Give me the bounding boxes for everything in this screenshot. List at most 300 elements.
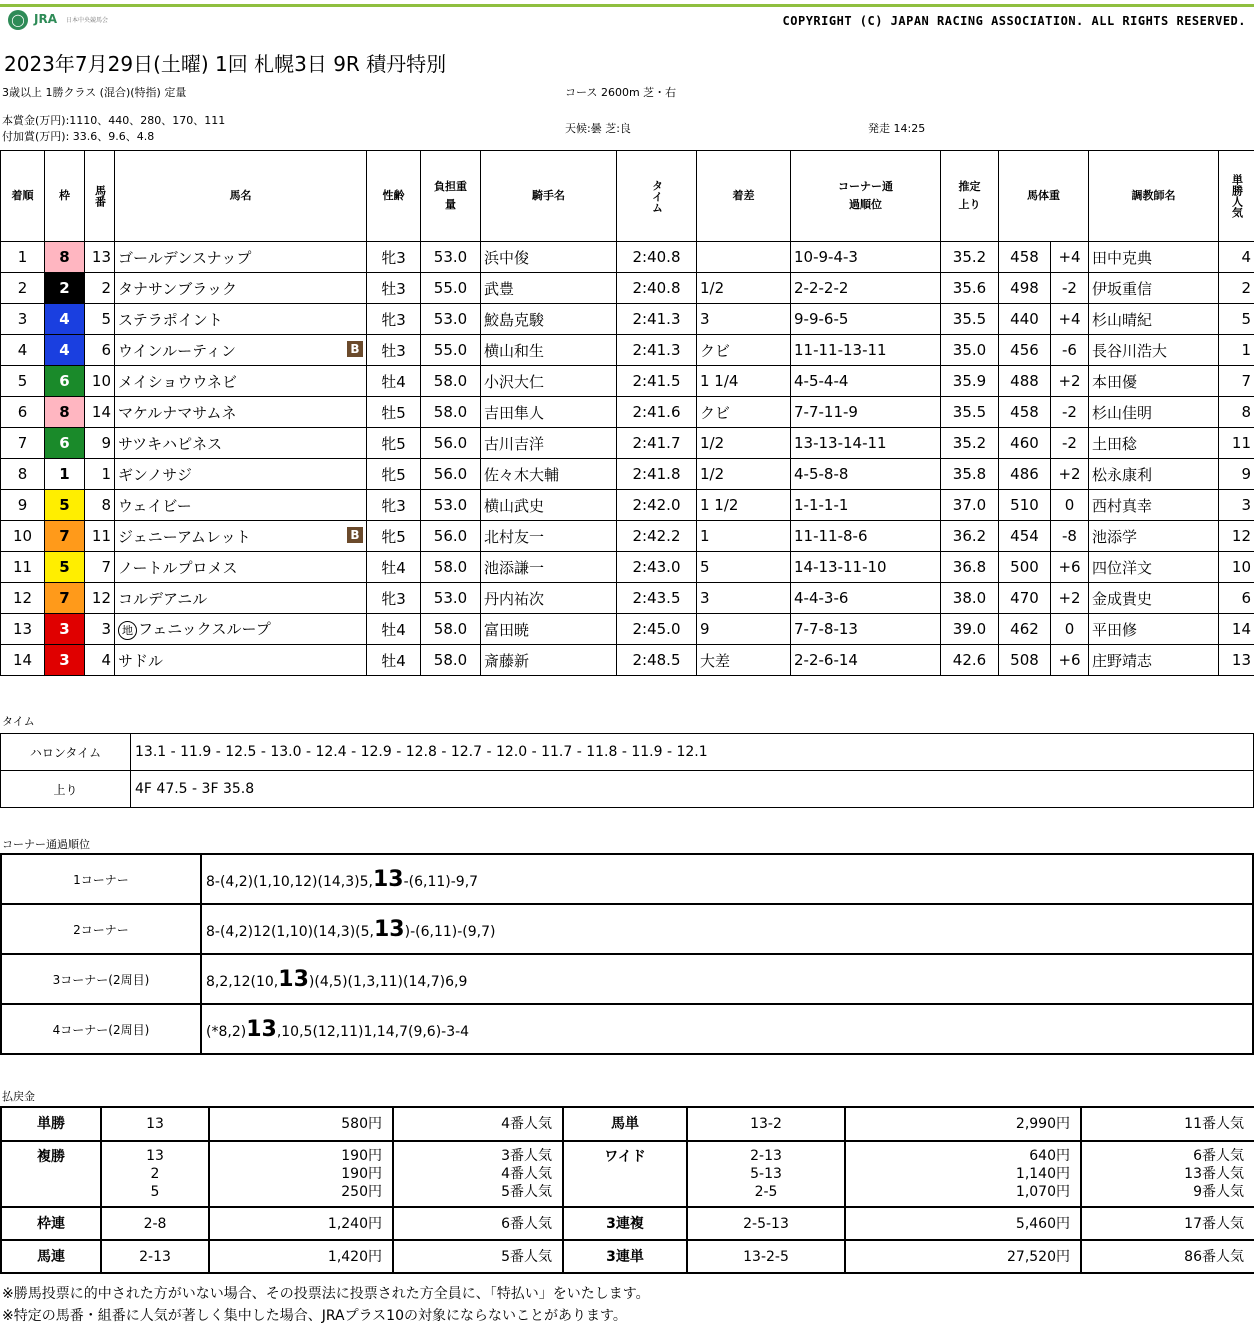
sanrentan-pop: 86番人気: [1081, 1240, 1254, 1273]
body-weight-cell: 456: [999, 335, 1051, 366]
rank-cell: 6: [1, 397, 45, 428]
corners-cell: 10-9-4-3: [791, 242, 941, 273]
corner-label: 2コーナー: [1, 904, 201, 954]
wakuren-yen: 1,240円: [209, 1207, 393, 1240]
jockey-link[interactable]: 鮫島克駿: [484, 310, 545, 329]
weight-carried-cell: 56.0: [421, 521, 481, 552]
col-jockey: 騎手名: [481, 151, 617, 242]
col-trainer: 調教師名: [1089, 151, 1219, 242]
horse-name-cell: [115, 428, 367, 459]
jockey-link[interactable]: 池添謙一: [484, 558, 545, 577]
trainer-link[interactable]: 四位洋文: [1092, 558, 1153, 577]
start-time: 発走 14:25: [868, 122, 926, 135]
local-horse-badge: 地: [118, 621, 137, 640]
col-popularity: 単勝人気: [1219, 151, 1254, 242]
horse-number-cell: 10: [85, 366, 115, 397]
body-weight-cell: 508: [999, 645, 1051, 676]
rank-cell: 5: [1, 366, 45, 397]
body-weight-diff-cell: +2: [1051, 366, 1089, 397]
weight-carried-cell: 56.0: [421, 459, 481, 490]
fukusho-label: 複勝: [1, 1141, 101, 1207]
margin-cell: 1: [697, 521, 791, 552]
waku-cell: 4: [45, 335, 85, 366]
top-divider: [0, 4, 1254, 7]
fukusho-pop: 3番人気: [501, 1148, 552, 1164]
payout-row: [1, 1240, 1254, 1273]
sanrentan-label: 3連単: [563, 1240, 687, 1273]
sex-age-cell: 牝3: [367, 304, 421, 335]
col-waku: 枠: [45, 151, 85, 242]
umatan-pop: 11番人気: [1081, 1107, 1254, 1141]
horse-name-cell: [115, 459, 367, 490]
body-weight-diff-cell: -2: [1051, 397, 1089, 428]
result-row: [1, 366, 1254, 397]
logo-subtitle: 日本中央競馬会: [66, 17, 109, 24]
body-weight-cell: 500: [999, 552, 1051, 583]
sex-age-cell: 牡4: [367, 645, 421, 676]
rank-cell: 2: [1, 273, 45, 304]
rank-cell: 1: [1, 242, 45, 273]
time-cell: 2:41.8: [617, 459, 697, 490]
body-weight-diff-cell: 0: [1051, 490, 1089, 521]
time-cell: 2:45.0: [617, 614, 697, 645]
jockey-cell: [481, 459, 617, 490]
trainer-cell: [1089, 614, 1219, 645]
waku-cell: 5: [45, 552, 85, 583]
weather-track: 天候:曇 芝:良: [565, 122, 631, 135]
body-weight-diff-cell: +6: [1051, 645, 1089, 676]
weight-carried-cell: 58.0: [421, 366, 481, 397]
horse-name-cell: [115, 614, 367, 645]
jockey-cell: [481, 645, 617, 676]
fukusho-num: 2: [150, 1166, 160, 1182]
horse-number-cell: 11: [85, 521, 115, 552]
fukusho-yen: 190円: [341, 1148, 382, 1164]
body-weight-diff-cell: -6: [1051, 335, 1089, 366]
corner-row: [1, 904, 1253, 954]
waku-cell: 7: [45, 521, 85, 552]
margin-cell: クビ: [697, 335, 791, 366]
popularity-cell: 2: [1219, 273, 1254, 304]
corners-cell: 1-1-1-1: [791, 490, 941, 521]
jockey-link[interactable]: 佐々木大輔: [484, 465, 560, 484]
trainer-cell: [1089, 273, 1219, 304]
note-special-payout: ※勝馬投票に的中された方がいない場合、その投票法に投票された方全員に、「特払い」をいたします。: [2, 1286, 650, 1302]
body-weight-diff-cell: +2: [1051, 459, 1089, 490]
corner-order-text: )(4,5)(1,3,11)(14,7)6,9: [308, 973, 468, 990]
result-row: [1, 242, 1254, 273]
agari-row: [1, 771, 1254, 808]
sex-age-cell: 牡4: [367, 614, 421, 645]
corner-order-text: 8-(4,2)12(1,10)(14,3)(5,: [206, 923, 374, 940]
horse-name-cell: [115, 645, 367, 676]
last-3f-cell: 36.8: [941, 552, 999, 583]
corner-table: [0, 853, 1254, 1055]
waku-cell: 5: [45, 490, 85, 521]
waku-cell: 6: [45, 366, 85, 397]
logo-text[interactable]: JRA: [34, 12, 57, 26]
corner-label: 4コーナー(2周目): [1, 1004, 201, 1054]
time-cell: 2:41.3: [617, 335, 697, 366]
margin-cell: クビ: [697, 397, 791, 428]
horse-name-link[interactable]: メイショウウネビ: [118, 372, 237, 391]
last-3f-cell: 35.2: [941, 242, 999, 273]
weight-carried-cell: 58.0: [421, 614, 481, 645]
winner-highlight: 13: [372, 866, 404, 892]
corner-row: [1, 854, 1253, 904]
trainer-link[interactable]: 西村真幸: [1092, 496, 1153, 515]
horse-name-cell: [115, 304, 367, 335]
horse-name-link[interactable]: ギンノサジ: [118, 465, 192, 484]
prize-money: 本賞金(万円):1110、440、280、170、111: [2, 114, 226, 127]
corners-cell: 7-7-11-9: [791, 397, 941, 428]
last-3f-cell: 38.0: [941, 583, 999, 614]
waku-cell: 2: [45, 273, 85, 304]
corners-cell: 4-5-8-8: [791, 459, 941, 490]
last-3f-cell: 35.2: [941, 428, 999, 459]
margin-cell: 3: [697, 304, 791, 335]
horse-name-cell: [115, 242, 367, 273]
jockey-link[interactable]: 北村友一: [484, 527, 545, 546]
tansho-yen: 580円: [209, 1107, 393, 1141]
blinker-badge: B: [347, 341, 363, 357]
trainer-cell: [1089, 521, 1219, 552]
trainer-link[interactable]: 松永康利: [1092, 465, 1153, 484]
jockey-link[interactable]: 横山武史: [484, 496, 545, 515]
corner-row: [1, 1004, 1253, 1054]
margin-cell: 1/2: [697, 273, 791, 304]
race-conditions: 3歳以上 1勝クラス (混合)(特指) 定量: [2, 86, 187, 99]
trainer-link[interactable]: 本田優: [1092, 372, 1138, 391]
margin-cell: 大差: [697, 645, 791, 676]
halon-label: ハロンタイム: [1, 734, 131, 771]
corner-order-text: (*8,2): [206, 1023, 247, 1040]
last-3f-cell: 37.0: [941, 490, 999, 521]
last-3f-cell: 42.6: [941, 645, 999, 676]
trainer-cell: [1089, 583, 1219, 614]
popularity-cell: 14: [1219, 614, 1254, 645]
wide-yens: [845, 1141, 1081, 1207]
umatan-num: 13-2: [687, 1107, 845, 1141]
results-table: [0, 150, 1254, 676]
time-cell: 2:41.7: [617, 428, 697, 459]
time-cell: 2:40.8: [617, 242, 697, 273]
sanrenpuku-num: 2-5-13: [687, 1207, 845, 1240]
trainer-link[interactable]: 杉山晴紀: [1092, 310, 1153, 329]
trainer-link[interactable]: 平田修: [1092, 620, 1138, 639]
wide-num: 5-13: [750, 1166, 782, 1182]
col-time: タイム: [617, 151, 697, 242]
weight-carried-cell: 58.0: [421, 397, 481, 428]
trainer-link[interactable]: 杉山佳明: [1092, 403, 1153, 422]
trainer-cell: [1089, 335, 1219, 366]
umaren-pop: 5番人気: [393, 1240, 563, 1273]
time-section-label: タイム: [2, 715, 35, 728]
wide-num: 2-13: [750, 1148, 782, 1164]
time-cell: 2:43.0: [617, 552, 697, 583]
waku-cell: 4: [45, 304, 85, 335]
result-row: [1, 335, 1254, 366]
body-weight-cell: 488: [999, 366, 1051, 397]
popularity-cell: 11: [1219, 428, 1254, 459]
result-row: [1, 521, 1254, 552]
wide-nums: [687, 1141, 845, 1207]
tansho-pop: 4番人気: [393, 1107, 563, 1141]
horse-number-cell: 6: [85, 335, 115, 366]
corner-row: [1, 954, 1253, 1004]
horse-number-cell: 12: [85, 583, 115, 614]
jockey-link[interactable]: 吉田隼人: [484, 403, 545, 422]
corner-section-label: コーナー通過順位: [2, 838, 90, 851]
last-3f-cell: 36.2: [941, 521, 999, 552]
body-weight-cell: 498: [999, 273, 1051, 304]
horse-name-link[interactable]: タナサンブラック: [118, 279, 237, 298]
sex-age-cell: 牡3: [367, 335, 421, 366]
jockey-cell: [481, 273, 617, 304]
popularity-cell: 4: [1219, 242, 1254, 273]
horse-name-link[interactable]: マケルナマサムネ: [118, 403, 237, 422]
jockey-link[interactable]: 小沢大仁: [484, 372, 545, 391]
sex-age-cell: 牝3: [367, 242, 421, 273]
horse-name-link[interactable]: フェニックスループ: [138, 620, 271, 638]
sanrentan-yen: 27,520円: [845, 1240, 1081, 1273]
rank-cell: 9: [1, 490, 45, 521]
jockey-link[interactable]: 浜中俊: [484, 248, 530, 267]
sanrentan-num: 13-2-5: [687, 1240, 845, 1273]
waku-cell: 8: [45, 242, 85, 273]
jockey-cell: [481, 490, 617, 521]
jockey-link[interactable]: 武豊: [484, 279, 515, 298]
umatan-label: 馬単: [563, 1107, 687, 1141]
sanrenpuku-label: 3連複: [563, 1207, 687, 1240]
result-row: [1, 614, 1254, 645]
margin-cell: 1 1/2: [697, 490, 791, 521]
horse-name-cell: [115, 273, 367, 304]
horse-number-cell: 4: [85, 645, 115, 676]
body-weight-cell: 486: [999, 459, 1051, 490]
popularity-cell: 8: [1219, 397, 1254, 428]
corners-cell: 2-2-6-14: [791, 645, 941, 676]
payout-row: [1, 1107, 1254, 1141]
margin-cell: [697, 242, 791, 273]
horse-name-link[interactable]: ノートルプロメス: [118, 558, 238, 577]
corner-order-text: )-(6,11)-(9,7): [404, 923, 496, 940]
horse-name-link[interactable]: コルデアニル: [118, 589, 208, 608]
horse-name-link[interactable]: サドル: [118, 651, 164, 670]
wakuren-pop: 6番人気: [393, 1207, 563, 1240]
result-row: [1, 304, 1254, 335]
horse-number-cell: 5: [85, 304, 115, 335]
jockey-link[interactable]: 富田暁: [484, 620, 530, 639]
fukusho-pop: 5番人気: [501, 1184, 552, 1200]
wide-yen: 1,070円: [1015, 1184, 1070, 1200]
corner-order: [201, 904, 1253, 954]
horse-name-link[interactable]: ジェニーアムレット: [118, 527, 251, 546]
col-corners: コーナー通過順位: [791, 151, 941, 242]
fukusho-num: 13: [146, 1148, 164, 1164]
popularity-cell: 9: [1219, 459, 1254, 490]
agari-label: 上り: [1, 771, 131, 808]
jockey-cell: [481, 521, 617, 552]
wide-label: ワイド: [563, 1141, 687, 1207]
body-weight-cell: 454: [999, 521, 1051, 552]
jra-logo-icon[interactable]: ◯: [8, 10, 28, 30]
body-weight-cell: 458: [999, 242, 1051, 273]
result-row: [1, 273, 1254, 304]
horse-number-cell: 1: [85, 459, 115, 490]
sex-age-cell: 牝5: [367, 459, 421, 490]
top-bar: [0, 0, 1254, 40]
last-3f-cell: 35.8: [941, 459, 999, 490]
bonus-money: 付加賞(万円): 33.6、9.6、4.8: [2, 130, 155, 143]
col-body-weight: 馬体重: [999, 151, 1089, 242]
corner-order-text: 8,2,12(10,: [206, 973, 279, 990]
trainer-link[interactable]: 土田稔: [1092, 434, 1138, 453]
trainer-cell: [1089, 459, 1219, 490]
sex-age-cell: 牝3: [367, 583, 421, 614]
corner-label: 3コーナー(2周目): [1, 954, 201, 1004]
popularity-cell: 3: [1219, 490, 1254, 521]
horse-name-cell: [115, 397, 367, 428]
wide-pops: [1081, 1141, 1254, 1207]
col-rank: 着順: [1, 151, 45, 242]
horse-number-cell: 9: [85, 428, 115, 459]
horse-name-link[interactable]: ゴールデンスナップ: [118, 248, 252, 267]
horse-number-cell: 3: [85, 614, 115, 645]
jockey-cell: [481, 304, 617, 335]
results-header-row: [1, 151, 1254, 242]
blinker-badge: B: [347, 527, 363, 543]
trainer-link[interactable]: 田中克典: [1092, 248, 1153, 267]
sex-age-cell: 牡3: [367, 273, 421, 304]
weight-carried-cell: 53.0: [421, 304, 481, 335]
race-course: コース 2600m 芝・右: [565, 86, 677, 99]
horse-number-cell: 14: [85, 397, 115, 428]
wide-pop: 6番人気: [1193, 1148, 1244, 1164]
jockey-cell: [481, 428, 617, 459]
wide-pop: 9番人気: [1193, 1184, 1244, 1200]
body-weight-diff-cell: +4: [1051, 242, 1089, 273]
last-3f-cell: 35.9: [941, 366, 999, 397]
horse-number-cell: 13: [85, 242, 115, 273]
trainer-cell: [1089, 397, 1219, 428]
jockey-link[interactable]: 斎藤新: [484, 651, 530, 670]
trainer-link[interactable]: 金成貴史: [1092, 589, 1153, 608]
fukusho-yen: 190円: [341, 1166, 382, 1182]
trainer-link[interactable]: 伊坂重信: [1092, 279, 1153, 298]
horse-name-link[interactable]: ウェイビー: [118, 496, 192, 515]
result-row: [1, 397, 1254, 428]
wide-num: 2-5: [754, 1184, 778, 1200]
time-cell: 2:41.5: [617, 366, 697, 397]
sanrenpuku-yen: 5,460円: [845, 1207, 1081, 1240]
umaren-label: 馬連: [1, 1240, 101, 1273]
corners-cell: 11-11-8-6: [791, 521, 941, 552]
sex-age-cell: 牝5: [367, 428, 421, 459]
corners-cell: 4-4-3-6: [791, 583, 941, 614]
sex-age-cell: 牝3: [367, 490, 421, 521]
body-weight-cell: 440: [999, 304, 1051, 335]
horse-name-link[interactable]: サツキハピネス: [118, 434, 223, 453]
jockey-link[interactable]: 古川吉洋: [484, 434, 545, 453]
rank-cell: 8: [1, 459, 45, 490]
trainer-link[interactable]: 池添学: [1092, 527, 1138, 546]
time-cell: 2:40.8: [617, 273, 697, 304]
sex-age-cell: 牡4: [367, 552, 421, 583]
tansho-label: 単勝: [1, 1107, 101, 1141]
jockey-link[interactable]: 丹内祐次: [484, 589, 545, 608]
last-3f-cell: 35.6: [941, 273, 999, 304]
weight-carried-cell: 53.0: [421, 242, 481, 273]
popularity-cell: 6: [1219, 583, 1254, 614]
jockey-cell: [481, 552, 617, 583]
trainer-cell: [1089, 428, 1219, 459]
winner-highlight: 13: [246, 1016, 277, 1042]
col-num: 馬番: [85, 151, 115, 242]
jockey-link[interactable]: 横山和生: [484, 341, 545, 360]
waku-cell: 3: [45, 645, 85, 676]
time-cell: 2:41.6: [617, 397, 697, 428]
weight-carried-cell: 55.0: [421, 273, 481, 304]
corners-cell: 4-5-4-4: [791, 366, 941, 397]
last-3f-cell: 35.0: [941, 335, 999, 366]
time-cell: 2:43.5: [617, 583, 697, 614]
trainer-link[interactable]: 長谷川浩大: [1092, 341, 1168, 360]
jockey-cell: [481, 242, 617, 273]
wide-yen: 1,140円: [1015, 1166, 1070, 1182]
popularity-cell: 13: [1219, 645, 1254, 676]
horse-name-cell: [115, 583, 367, 614]
winner-highlight: 13: [278, 966, 309, 992]
horse-name-link[interactable]: ウインルーティン: [118, 341, 236, 360]
sex-age-cell: 牝5: [367, 521, 421, 552]
body-weight-cell: 470: [999, 583, 1051, 614]
result-row: [1, 459, 1254, 490]
horse-name-link[interactable]: ステラポイント: [118, 310, 223, 329]
payout-row: [1, 1141, 1254, 1207]
payout-section-label: 払戻金: [2, 1090, 35, 1103]
payout-table: [0, 1106, 1254, 1274]
body-weight-cell: 462: [999, 614, 1051, 645]
sex-age-cell: 牡4: [367, 366, 421, 397]
weight-carried-cell: 55.0: [421, 335, 481, 366]
umaren-yen: 1,420円: [209, 1240, 393, 1273]
halon-row: [1, 734, 1254, 771]
jockey-cell: [481, 366, 617, 397]
horse-name-cell: [115, 552, 367, 583]
payout-row: [1, 1207, 1254, 1240]
trainer-link[interactable]: 庄野靖志: [1092, 651, 1153, 670]
margin-cell: 3: [697, 583, 791, 614]
rank-cell: 14: [1, 645, 45, 676]
waku-cell: 8: [45, 397, 85, 428]
result-row: [1, 490, 1254, 521]
horse-name-cell: [115, 521, 367, 552]
waku-cell: 3: [45, 614, 85, 645]
time-table: [0, 733, 1254, 808]
corner-order: [201, 854, 1253, 904]
time-cell: 2:48.5: [617, 645, 697, 676]
last-3f-cell: 35.5: [941, 397, 999, 428]
horse-name-cell: [115, 366, 367, 397]
col-horse: 馬名: [115, 151, 367, 242]
sex-age-cell: 牡5: [367, 397, 421, 428]
body-weight-diff-cell: -8: [1051, 521, 1089, 552]
time-cell: 2:42.0: [617, 490, 697, 521]
corner-order-text: 8-(4,2)(1,10,12)(14,3)5,: [206, 873, 373, 890]
trainer-cell: [1089, 242, 1219, 273]
weight-carried-cell: 53.0: [421, 490, 481, 521]
